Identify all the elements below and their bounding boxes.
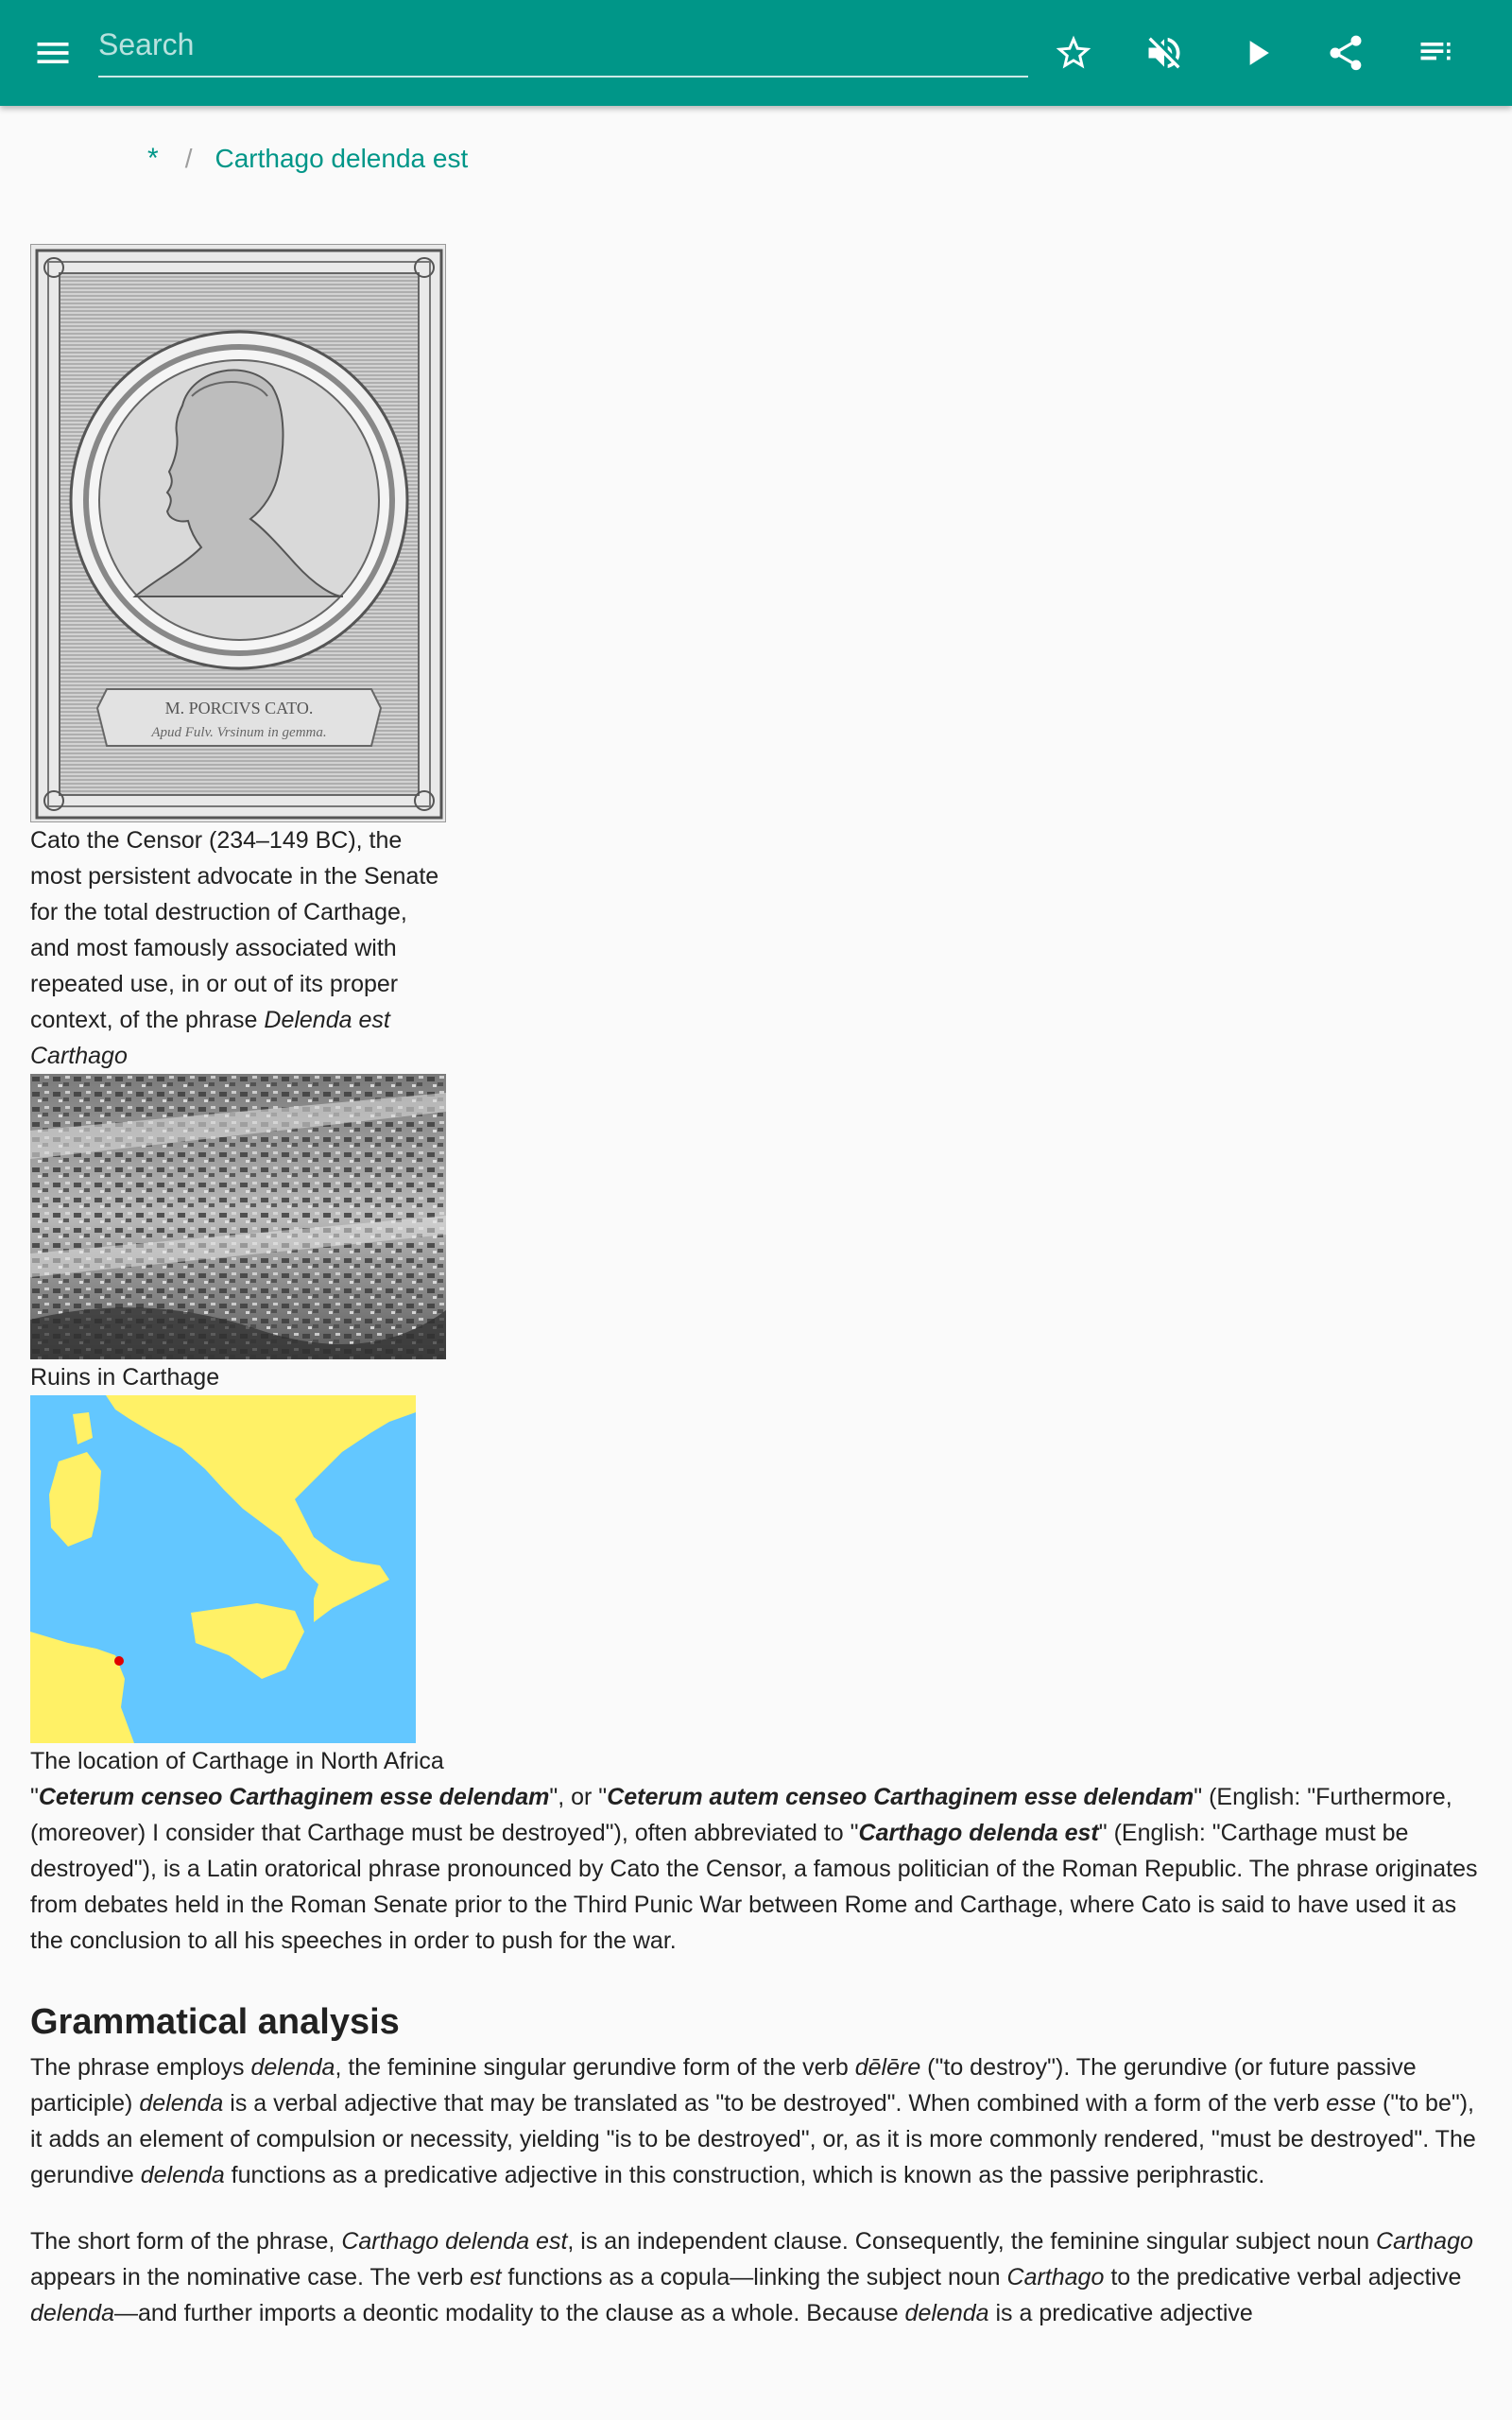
g1-text: functions as a predicative adjective in this construction, which is known as the passive periphrastic. [224,2162,1265,2188]
search-input[interactable] [98,17,1028,72]
g2-text: functions as a copula—linking the subject noun [501,2264,1007,2290]
breadcrumb [147,138,468,180]
g2-italic: Carthago [1006,2264,1105,2290]
g1-text: ("to be"), it adds an element of compulsion or necessity, yielding "is to be destroyed", or, as it is more commonly rendered, "must be destroyed". The gerundive [30,2090,1476,2188]
figure-caption-map: The location of Carthage in North Africa [30,1748,444,1774]
grammar-paragraph-1 [30,2049,1482,2193]
g2-italic: delenda [30,2300,114,2326]
figure-map [30,1395,446,1779]
section-heading-grammatical-analysis: Grammatical analysis [30,2002,400,2042]
breadcrumb-home[interactable]: * [147,143,159,174]
star-outline-icon[interactable] [1045,25,1102,81]
g2-italic: Carthago [1376,2228,1473,2255]
caption-cato-text: Cato the Censor (234–149 BC), the most persistent advocate in the Senate for the total destruction of Carthage, and most famously associated with repeated use, in or out of its proper context, of the phrase [30,827,439,1033]
breadcrumb-separator: / [184,144,193,173]
intro-text-2: ", or " [549,1784,608,1810]
intro-text-1: " [30,1784,39,1810]
app-toolbar [0,0,1512,106]
intro-text-3: " (English: "Furthermore, (moreover) I consider that Carthage must be destroyed"), often abbreviated to " [30,1784,1452,1846]
g2-italic: est [470,2264,502,2290]
menu-icon[interactable] [25,25,81,81]
intro-phrase-2: Ceterum autem censeo Carthaginem esse delendam [607,1784,1194,1810]
cato-portrait-image[interactable] [30,244,446,822]
figure-caption-ruins: Ruins in Carthage [30,1364,220,1391]
figure-caption-cato [30,822,446,1074]
share-icon[interactable] [1317,25,1374,81]
figure-ruins [30,1074,446,1395]
g1-text: is a verbal adjective that may be translated as "to be destroyed". When combined with a form of the verb [223,2090,1327,2117]
g1-italic: delenda [250,2054,335,2081]
playlist-icon[interactable] [1408,25,1465,81]
g1-italic: delenda [140,2162,225,2188]
g1-italic: esse [1326,2090,1377,2117]
g2-text: appears in the nominative case. The verb [30,2264,471,2290]
figure-cato [30,244,446,1074]
g2-text: The short form of the phrase, [30,2228,342,2255]
inscription-line2: Apud Fulv. Vrsinum in gemma. [151,725,327,740]
inscription-line1: M. PORCIVS CATO. [164,699,314,717]
article-content [30,244,1482,2331]
g1-text: The phrase employs [30,2054,251,2081]
search-field[interactable] [98,17,1028,78]
g1-text: , the feminine singular gerundive form of the verb [335,2054,855,2081]
g1-italic: dēlēre [854,2054,921,2081]
intro-phrase-3: Carthago delenda est [858,1820,1099,1846]
carthage-marker [114,1656,124,1666]
ruins-image[interactable] [30,1074,446,1359]
volume-off-icon[interactable] [1136,25,1193,81]
g2-text: to the predicative verbal adjective [1104,2264,1462,2290]
intro-paragraph [30,1779,1482,1959]
breadcrumb-current[interactable]: Carthago delenda est [215,144,469,173]
intro-phrase-1: Ceterum censeo Carthaginem esse delendam [38,1784,550,1810]
g2-text: —and further imports a deontic modality to the clause as a whole. Because [113,2300,905,2326]
intro-text-4: " (English: "Carthage must be destroyed"), is a Latin oratorical phrase pronounced by Cato the Censor, a famous politician of the Roman Republic. The phrase originates from debates held in the Roman Senate prior to the Third Punic War between Rome and Carthage, where Cato is said to have used it as the conclusion to all his speeches in order to push for the war. [30,1820,1478,1954]
caption-cato-italic: Delenda est Carthago [30,1007,390,1069]
g2-italic: Carthago delenda est [341,2228,568,2255]
g2-text: , is an independent clause. Consequently, the feminine singular subject noun [567,2228,1377,2255]
grammar-paragraph-2 [30,2223,1482,2331]
g1-italic: delenda [139,2090,224,2117]
carthage-location-map[interactable] [30,1395,416,1743]
g2-text: is a predicative adjective [988,2300,1253,2326]
cato-engraving [31,245,446,822]
g2-italic: delenda [904,2300,989,2326]
play-icon[interactable] [1228,25,1285,81]
g1-text: ("to destroy"). The gerundive (or future passive participle) [30,2054,1417,2117]
